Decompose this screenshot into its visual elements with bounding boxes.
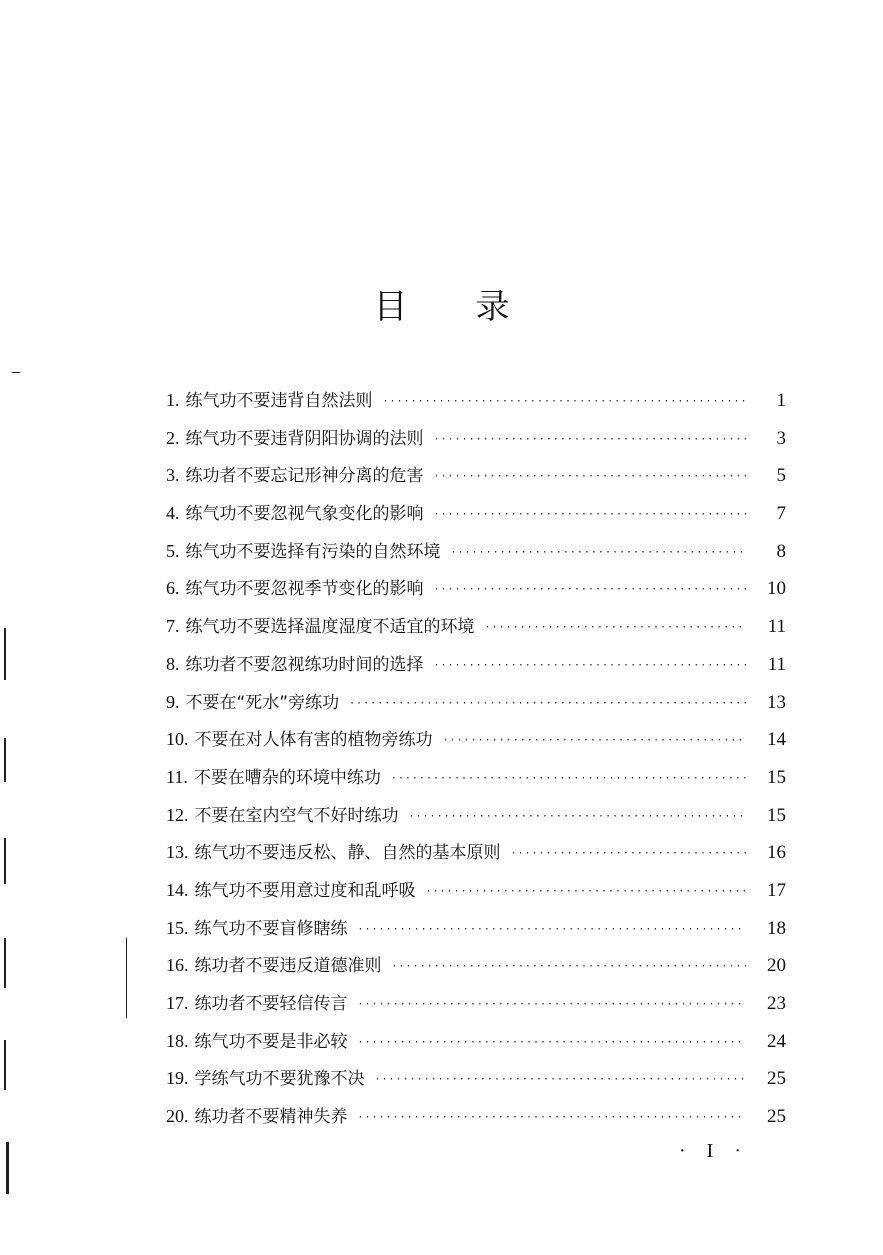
toc-entry-title: 练功者不要违反道德准则 bbox=[194, 956, 382, 977]
dot-leader bbox=[358, 1099, 747, 1137]
toc-entry-title: 不要在对人体有害的植物旁练功 bbox=[194, 730, 433, 751]
toc-entry bbox=[166, 646, 786, 684]
dot-leader bbox=[434, 421, 747, 459]
dot-leader bbox=[392, 948, 747, 986]
toc-entry-page: 5 bbox=[776, 465, 786, 487]
toc-entry-page: 14 bbox=[767, 729, 786, 751]
dot-leader bbox=[349, 685, 746, 723]
dot-leader bbox=[434, 647, 747, 685]
toc-entry bbox=[166, 797, 786, 835]
toc-entry bbox=[166, 759, 786, 797]
toc-entry bbox=[166, 457, 786, 495]
toc-entry-title: 练气功不要选择温度湿度不适宜的环境 bbox=[185, 617, 475, 638]
dot-leader bbox=[383, 383, 747, 421]
toc-entry-title: 练气功不要忽视气象变化的影响 bbox=[185, 504, 424, 525]
toc-entry-page: 1 bbox=[776, 390, 786, 411]
toc-entry-title: 不要在嘈杂的环境中练功 bbox=[193, 767, 381, 788]
toc-entry-number: 16. bbox=[166, 955, 189, 976]
toc-entry-page: 15 bbox=[767, 766, 786, 788]
toc-entry bbox=[166, 533, 786, 571]
dot-leader bbox=[409, 798, 747, 836]
scan-artifact bbox=[4, 838, 6, 884]
table-of-contents bbox=[166, 382, 786, 1136]
toc-entry-page: 8 bbox=[776, 540, 786, 562]
toc-entry bbox=[166, 985, 786, 1023]
toc-entry-title: 练功者不要精神失养 bbox=[194, 1107, 348, 1128]
scan-artifact bbox=[4, 1040, 6, 1090]
toc-entry bbox=[166, 910, 786, 948]
toc-entry-number: 9. bbox=[166, 691, 180, 712]
toc-entry-number: 2. bbox=[166, 427, 180, 448]
toc-entry-title: 不要在“死水”旁练功 bbox=[185, 692, 340, 713]
page-folio: · I · bbox=[679, 1140, 749, 1162]
dot-leader bbox=[426, 873, 747, 911]
toc-entry-title: 学练气功不要犹豫不决 bbox=[194, 1069, 365, 1090]
toc-entry-page: 11 bbox=[767, 653, 786, 675]
dot-leader bbox=[485, 609, 747, 647]
toc-entry bbox=[166, 721, 786, 759]
toc-entry-page: 16 bbox=[767, 842, 786, 864]
toc-entry-page: 17 bbox=[767, 879, 786, 901]
toc-entry bbox=[166, 1060, 786, 1098]
toc-entry-number: 6. bbox=[166, 578, 180, 599]
toc-entry-page: 11 bbox=[767, 616, 786, 638]
toc-entry-page: 15 bbox=[767, 804, 786, 826]
toc-entry-page: 13 bbox=[767, 691, 786, 713]
dot-leader bbox=[434, 496, 747, 534]
toc-entry bbox=[166, 495, 786, 533]
dot-leader bbox=[358, 986, 747, 1024]
toc-entry-number: 10. bbox=[166, 729, 189, 750]
toc-entry-title: 练气功不要选择有污染的自然环境 bbox=[185, 541, 441, 562]
dot-leader bbox=[358, 911, 747, 949]
toc-entry bbox=[166, 570, 786, 608]
toc-entry-number: 13. bbox=[166, 842, 189, 863]
page-title: 目录 bbox=[373, 286, 578, 327]
toc-entry-page: 25 bbox=[767, 1106, 786, 1128]
scan-artifact bbox=[6, 1142, 9, 1194]
toc-entry-title: 练气功不要盲修瞎练 bbox=[194, 918, 348, 939]
scan-artifact bbox=[12, 372, 20, 373]
toc-entry-number: 4. bbox=[166, 503, 180, 524]
toc-entry bbox=[166, 420, 786, 458]
toc-entry-title: 练气功不要用意过度和乱呼吸 bbox=[194, 880, 416, 901]
toc-entry-page: 3 bbox=[776, 427, 786, 449]
toc-entry bbox=[166, 608, 786, 646]
dot-leader bbox=[375, 1061, 747, 1099]
toc-entry-page: 24 bbox=[767, 1030, 786, 1052]
toc-entry-title: 不要在室内空气不好时练功 bbox=[194, 805, 399, 826]
toc-entry-number: 8. bbox=[166, 653, 180, 674]
toc-entry-page: 18 bbox=[767, 917, 786, 939]
toc-entry bbox=[166, 834, 786, 872]
scan-artifact bbox=[4, 938, 6, 988]
toc-entry-number: 14. bbox=[166, 879, 189, 900]
toc-entry-title: 练气功不要违背阴阳协调的法则 bbox=[185, 428, 424, 449]
dot-leader bbox=[451, 534, 747, 572]
dot-leader bbox=[511, 835, 747, 873]
toc-entry-number: 5. bbox=[166, 540, 180, 561]
toc-entry-title: 练气功不要违背自然法则 bbox=[185, 391, 373, 411]
toc-entry bbox=[166, 1023, 786, 1061]
toc-entry-title: 练气功不要忽视季节变化的影响 bbox=[185, 579, 424, 600]
dot-leader bbox=[443, 722, 747, 760]
toc-entry-number: 19. bbox=[166, 1068, 189, 1089]
toc-entry bbox=[166, 947, 786, 985]
toc-entry-page: 20 bbox=[767, 955, 786, 977]
toc-entry-number: 17. bbox=[166, 993, 189, 1013]
toc-entry-number: 18. bbox=[166, 1030, 189, 1051]
toc-entry-page: 25 bbox=[767, 1068, 786, 1090]
toc-entry-page: 7 bbox=[776, 503, 786, 525]
scan-artifact bbox=[4, 738, 6, 782]
toc-entry bbox=[166, 382, 786, 420]
toc-entry bbox=[166, 872, 786, 910]
toc-entry-page: 10 bbox=[767, 578, 786, 600]
toc-entry-title: 练功者不要忘记形神分离的危害 bbox=[185, 466, 424, 487]
toc-entry-page: 23 bbox=[767, 993, 786, 1014]
toc-entry-number: 11. bbox=[166, 766, 188, 787]
toc-entry-title: 练功者不要轻信传言 bbox=[194, 994, 348, 1014]
toc-entry-title: 练气功不要是非必较 bbox=[194, 1031, 348, 1052]
toc-entry-number: 7. bbox=[166, 616, 180, 637]
scan-artifact bbox=[4, 628, 6, 680]
dot-leader bbox=[434, 458, 747, 496]
dot-leader bbox=[434, 571, 747, 609]
toc-entry-title: 练气功不要违反松、静、自然的基本原则 bbox=[194, 843, 501, 864]
dot-leader bbox=[358, 1024, 747, 1062]
toc-entry bbox=[166, 1098, 786, 1136]
toc-entry-number: 20. bbox=[166, 1106, 189, 1127]
dot-leader bbox=[391, 760, 746, 798]
scan-artifact bbox=[126, 938, 127, 1018]
toc-entry bbox=[166, 684, 786, 722]
toc-entry-number: 3. bbox=[166, 465, 180, 486]
toc-entry-number: 15. bbox=[166, 917, 189, 938]
toc-entry-number: 12. bbox=[166, 804, 189, 825]
toc-entry-title: 练功者不要忽视练功时间的选择 bbox=[185, 654, 424, 675]
toc-entry-number: 1. bbox=[166, 390, 180, 410]
